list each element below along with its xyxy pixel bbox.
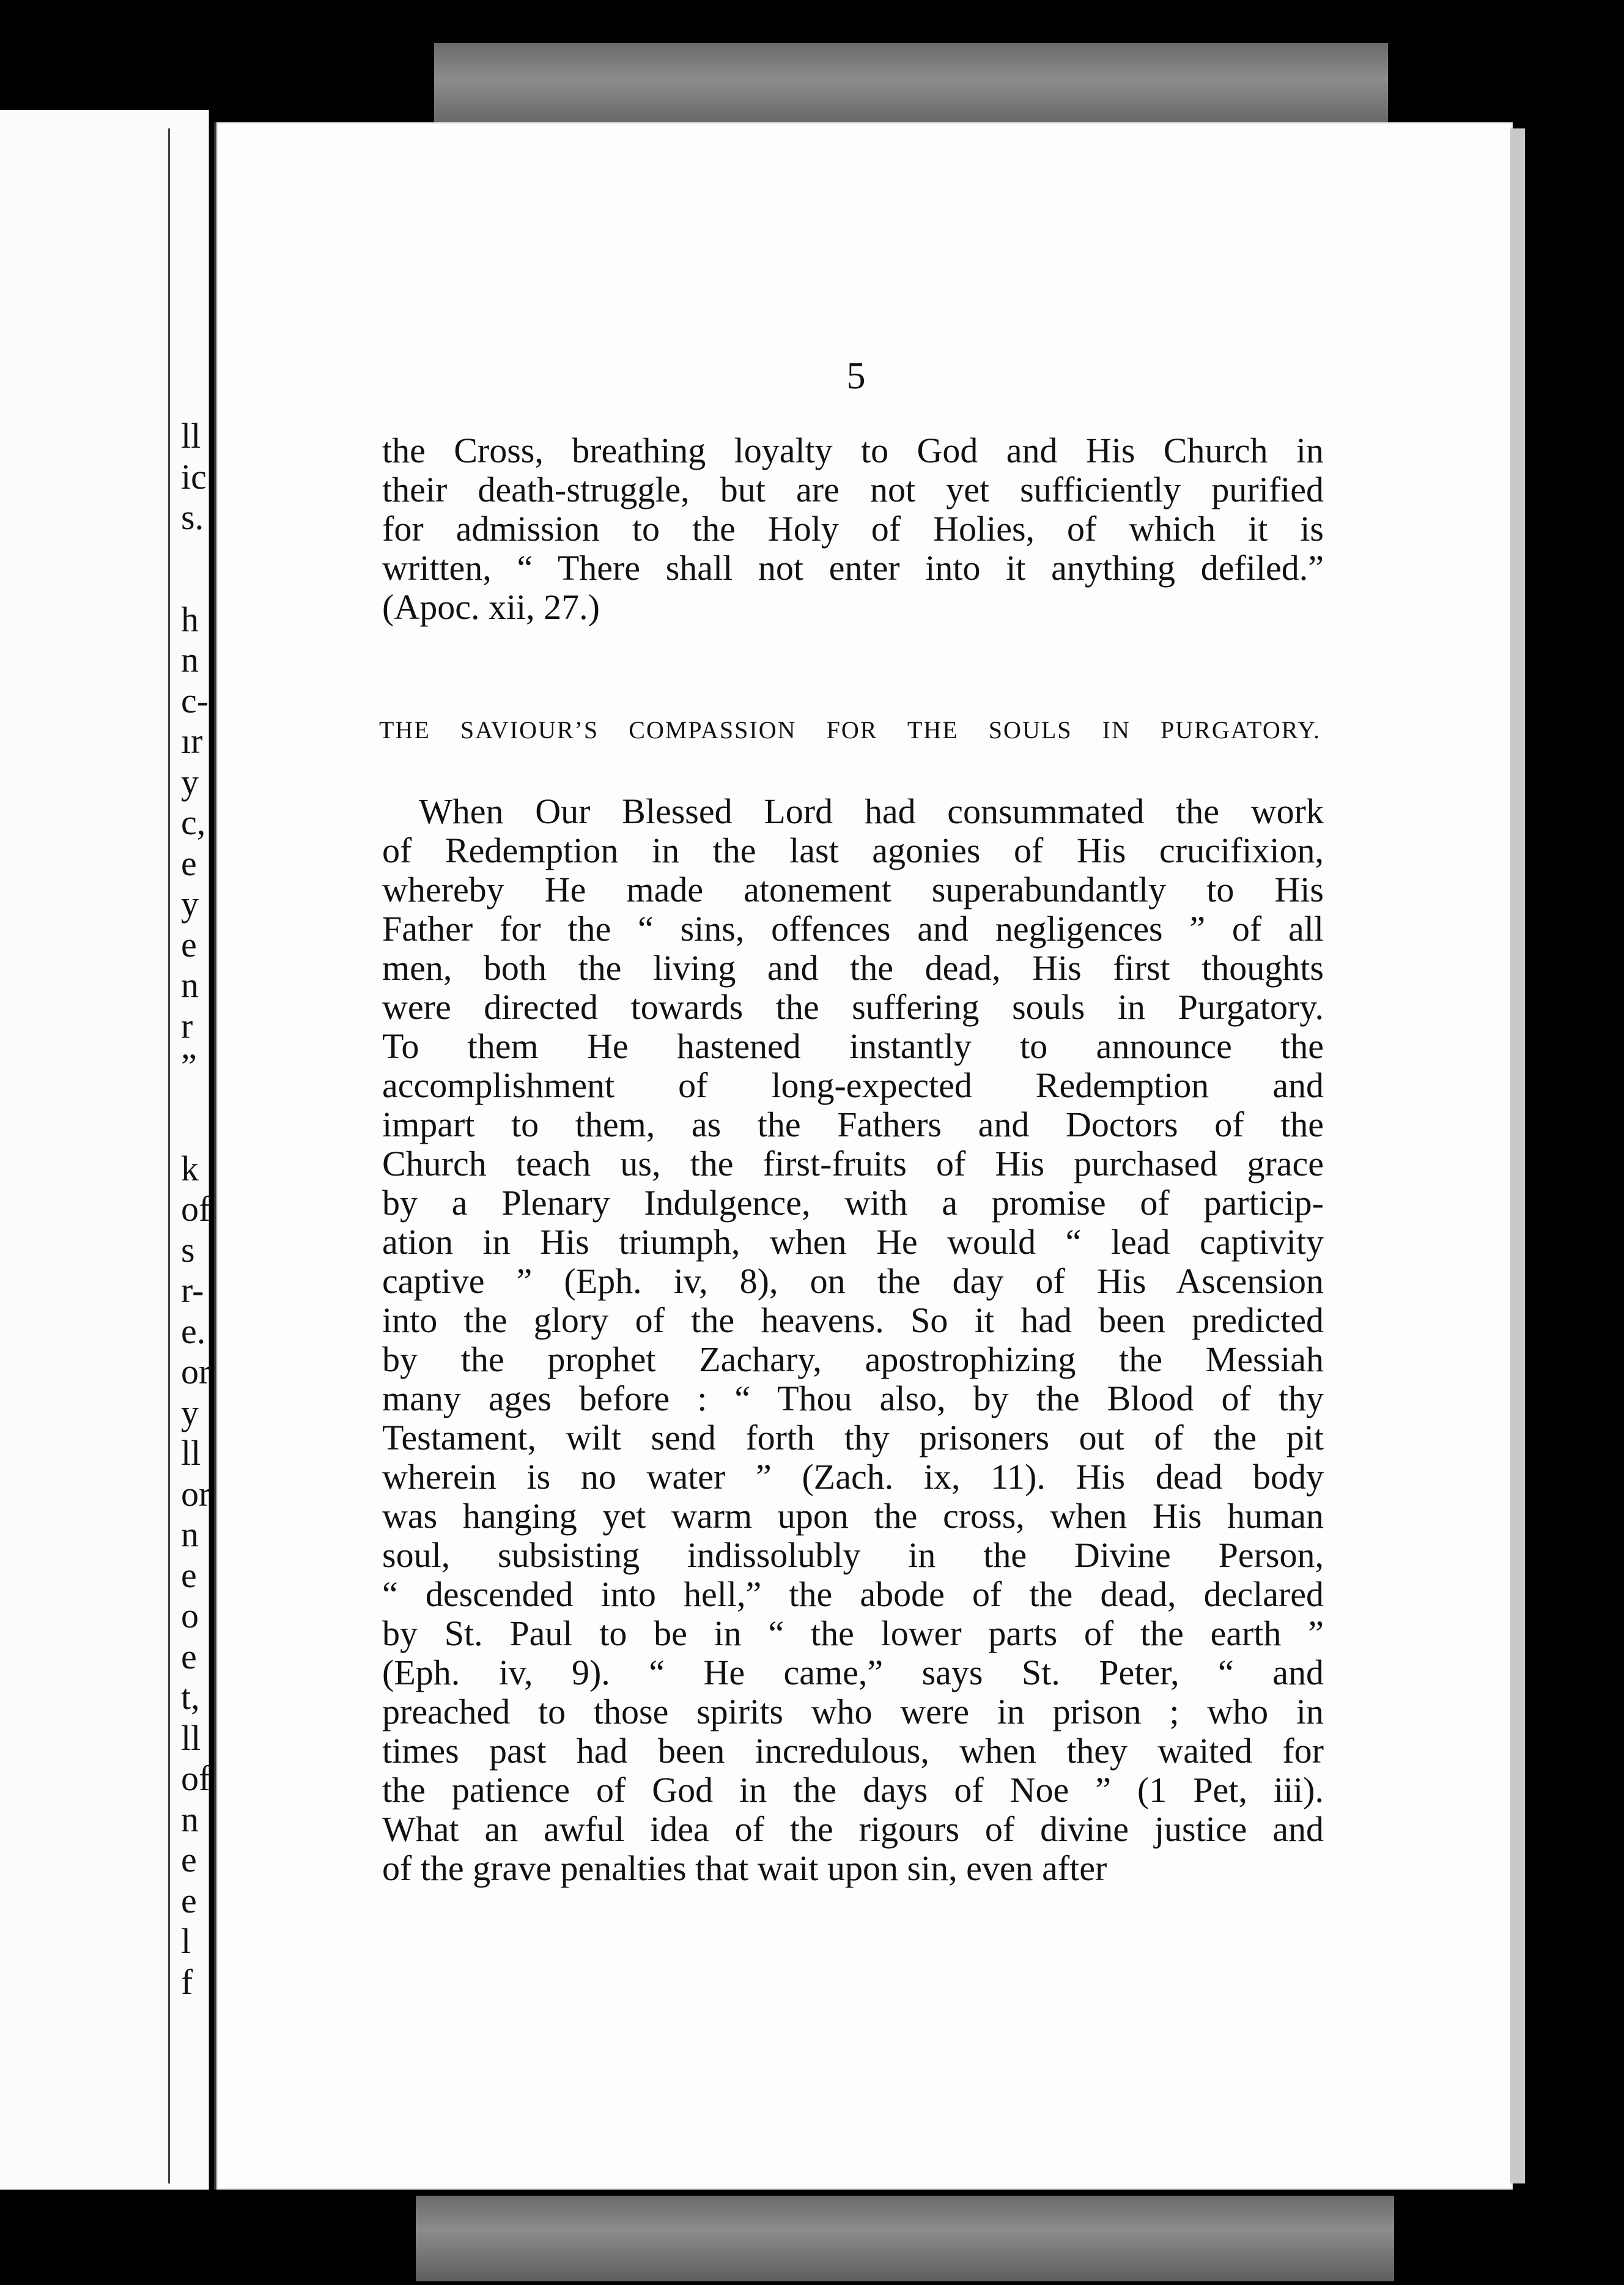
facing-page-fragment: ır bbox=[181, 721, 203, 761]
facing-page-fragment: y bbox=[181, 884, 199, 924]
paragraph-main-line: When Our Blessed Lord had consummated the work bbox=[419, 791, 1324, 831]
paragraph-continued-line: (Apoc. xii, 27.) bbox=[382, 587, 600, 627]
facing-page-fragment: e bbox=[181, 1840, 197, 1879]
facing-page-fragment: t, bbox=[181, 1677, 200, 1717]
facing-page-fragment: e. bbox=[181, 1311, 206, 1351]
facing-page-fragment: n bbox=[181, 965, 199, 1005]
paragraph-continued-line: the Cross, breathing loyalty to God and His Church in bbox=[382, 431, 1324, 470]
paragraph-main-line: impart to them, as the Fathers and Doctors of the bbox=[382, 1105, 1324, 1144]
paragraph-main-line: ation in His triumph, when He would “ lead captivity bbox=[382, 1222, 1324, 1262]
facing-page-fragment: l bbox=[181, 1921, 191, 1961]
section-heading: THE SAVIOUR’S COMPASSION FOR THE SOULS IN PURGATORY. bbox=[379, 716, 1321, 744]
facing-page-fragment: e bbox=[181, 1555, 197, 1595]
facing-page-fragment: ic bbox=[181, 456, 207, 497]
paragraph-main-line: preached to those spirits who were in prison ; who in bbox=[382, 1692, 1324, 1731]
facing-page-fragment: k bbox=[181, 1148, 199, 1188]
paragraph-main-line: was hanging yet warm upon the cross, when His human bbox=[382, 1496, 1324, 1536]
facing-page-edge bbox=[168, 128, 170, 2183]
facing-page-fragment: e bbox=[181, 924, 197, 965]
facing-page-fragment: s bbox=[181, 1229, 195, 1270]
paragraph-main-line: by the prophet Zachary, apostrophizing the Messiah bbox=[382, 1339, 1324, 1379]
facing-page-fragment: e bbox=[181, 1636, 197, 1676]
facing-page-left bbox=[0, 110, 209, 2190]
paragraph-main-line: many ages before : “ Thou also, by the Blood of thy bbox=[382, 1379, 1324, 1418]
facing-page-fragment: of bbox=[181, 1758, 211, 1798]
paragraph-main-line: by a Plenary Indulgence, with a promise of particip- bbox=[382, 1183, 1324, 1223]
paragraph-continued-line: their death-struggle, but are not yet sufficiently purified bbox=[382, 470, 1324, 509]
binding-strip-bottom bbox=[416, 2196, 1394, 2281]
paragraph-main-line: (Eph. iv, 9). “ He came,” says St. Peter, “ and bbox=[382, 1653, 1324, 1692]
binding-strip-top bbox=[434, 43, 1388, 135]
facing-page-fragment bbox=[181, 1087, 218, 1149]
facing-page-fragment: ll bbox=[181, 1433, 201, 1473]
facing-page-fragment: ll bbox=[181, 1717, 201, 1758]
facing-page-fragment: n bbox=[181, 1799, 199, 1839]
paragraph-continued bbox=[382, 431, 1324, 627]
facing-page-text-fragments bbox=[181, 416, 218, 2002]
paragraph-main-line: To them He hastened instantly to announce the bbox=[382, 1026, 1324, 1066]
paragraph-main-line: into the glory of the heavens. So it had been predicted bbox=[382, 1300, 1324, 1340]
facing-page-fragment: c- bbox=[181, 680, 209, 720]
facing-page-fragment bbox=[181, 538, 218, 599]
facing-page-fragment: r bbox=[181, 1005, 193, 1046]
facing-page-fragment: o bbox=[181, 1596, 199, 1635]
paragraph-main-line: soul, subsisting indissolubly in the Divine Person, bbox=[382, 1535, 1324, 1575]
paragraph-continued-line: for admission to the Holy of Holies, of which it is bbox=[382, 509, 1324, 549]
facing-page-fragment: ” bbox=[181, 1046, 197, 1086]
paragraph-main-line: the patience of God in the days of Noe ” (1 Pet, iii). bbox=[382, 1770, 1324, 1810]
facing-page-fragment: or bbox=[181, 1473, 211, 1514]
paragraph-main-line: accomplishment of long-expected Redemption and bbox=[382, 1065, 1324, 1105]
facing-page-fragment: ll bbox=[181, 416, 201, 456]
facing-page-fragment: y bbox=[181, 761, 199, 802]
paragraph-main-line: men, both the living and the dead, His first thoughts bbox=[382, 948, 1324, 988]
paragraph-main-line: wherein is no water ” (Zach. ix, 11). His dead body bbox=[382, 1457, 1324, 1497]
paragraph-main-line: whereby He made atonement superabundantly to His bbox=[382, 870, 1324, 909]
paragraph-continued-line: written, “ There shall not enter into it anything defiled.” bbox=[382, 548, 1324, 588]
paragraph-main-line: Church teach us, the first-fruits of His purchased grace bbox=[382, 1144, 1324, 1183]
facing-page-fragment: h bbox=[181, 599, 199, 639]
facing-page-fragment: n bbox=[181, 640, 199, 680]
facing-page-fragment: s. bbox=[181, 497, 204, 537]
facing-page-fragment: or bbox=[181, 1352, 211, 1391]
page-number: 5 bbox=[846, 355, 866, 397]
paragraph-main-line: of the grave penalties that wait upon sin, even after bbox=[382, 1848, 1107, 1888]
paragraph-main-line: “ descended into hell,” the abode of the dead, declared bbox=[382, 1574, 1324, 1614]
facing-page-fragment: f bbox=[181, 1961, 193, 2002]
paragraph-main-line: captive ” (Eph. iv, 8), on the day of His Ascension bbox=[382, 1261, 1324, 1301]
facing-page-fragment: n bbox=[181, 1514, 199, 1554]
paragraph-main bbox=[382, 792, 1324, 1888]
facing-page-fragment: of bbox=[181, 1189, 211, 1229]
paragraph-main-line: by St. Paul to be in “ the lower parts of the earth ” bbox=[382, 1613, 1324, 1653]
paragraph-main-line: What an awful idea of the rigours of divine justice and bbox=[382, 1809, 1324, 1849]
facing-page-fragment: e bbox=[181, 843, 197, 883]
paragraph-main-line: Father for the “ sins, offences and negligences ” of all bbox=[382, 909, 1324, 949]
paragraph-main-line: were directed towards the suffering souls in Purgatory. bbox=[382, 987, 1324, 1027]
page-edge-shadow bbox=[1510, 128, 1525, 2183]
facing-page-fragment: r- bbox=[181, 1270, 204, 1310]
paragraph-main-line: times past had been incredulous, when they waited for bbox=[382, 1731, 1324, 1771]
facing-page-fragment: c, bbox=[181, 802, 206, 842]
paragraph-main-line: Testament, wilt send forth thy prisoners out of the pit bbox=[382, 1418, 1324, 1457]
facing-page-fragment: e bbox=[181, 1880, 197, 1920]
paragraph-main-line: of Redemption in the last agonies of His crucifixion, bbox=[382, 831, 1324, 870]
facing-page-fragment: y bbox=[181, 1392, 199, 1432]
